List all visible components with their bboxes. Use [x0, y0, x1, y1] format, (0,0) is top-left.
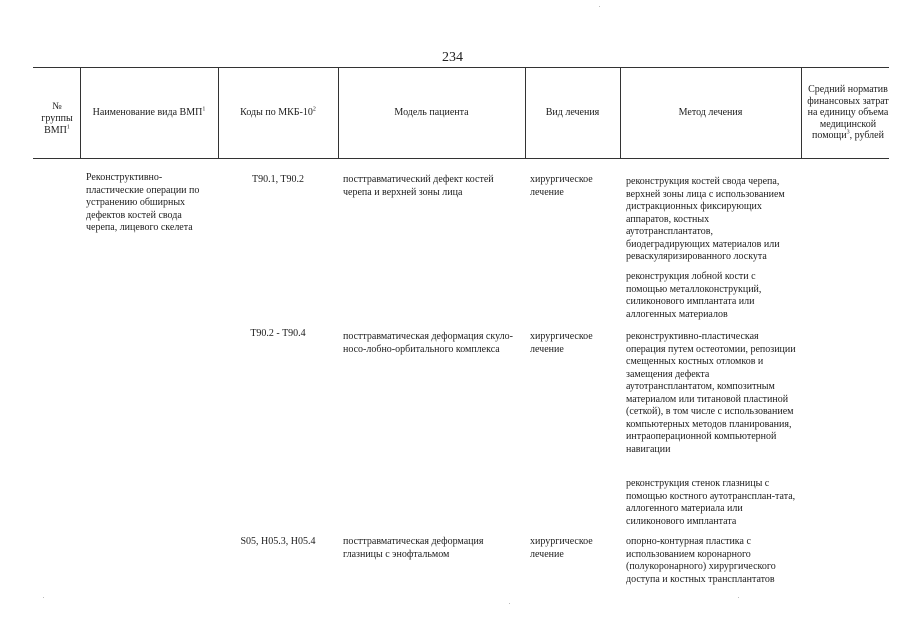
- column-divider: [525, 67, 526, 159]
- footnote-mark: 3: [846, 130, 850, 137]
- column-divider: [218, 67, 219, 159]
- scan-speck: [43, 597, 44, 598]
- header-icd-codes: [220, 68, 336, 158]
- row2-method-2: реконструкция стенок глазницы с помощью костного аутотрансплан-тата, аллогенного материала или силиконового имплантата: [626, 478, 796, 527]
- footnote-mark: 1: [202, 106, 206, 113]
- header-icd-codes-text: Коды по МКБ-10: [240, 107, 313, 118]
- vmp-name-cell: Реконструктивно-пластические операции по устранению обширных дефектов костей свода черепа, лицевого скелета: [86, 172, 200, 233]
- row2-patient-model: посттравматическая деформация скуло-носо-лобно-орбитального комплекса: [343, 331, 513, 355]
- header-cost-text: Средний норматив финансовых затрат на единицу объема медицинской помощи: [807, 84, 889, 142]
- row2-treatment-type: хирургическое лечение: [530, 331, 593, 355]
- header-vmp-name: [82, 68, 216, 158]
- row3-method-1: опорно-контурная пластика с использованием коронарного (полукоронарного) хирургического доступа и костных трансплантатов: [626, 536, 776, 585]
- scan-speck: [599, 6, 600, 7]
- header-vmp-name-text: Наименование вида ВМП: [92, 107, 203, 118]
- row3-patient-model: посттравматическая деформация глазницы с энофтальмом: [343, 536, 484, 560]
- scan-speck: [738, 597, 739, 598]
- header-cost-standard: [803, 68, 893, 158]
- column-divider: [620, 67, 621, 159]
- footnote-mark: 1: [66, 124, 70, 131]
- row1-treatment-type: хирургическое лечение: [530, 174, 593, 198]
- column-divider: [801, 67, 802, 159]
- header-patient-model: Модель пациента: [394, 107, 469, 118]
- header-bottom-border: [33, 158, 889, 159]
- row2-codes: T90.2 - T90.4: [250, 328, 306, 339]
- row3-treatment-type: хирургическое лечение: [530, 536, 593, 560]
- header-treatment-type: Вид лечения: [545, 107, 600, 118]
- row1-patient-model: посттравматический дефект костей черепа и верхней зоны лица: [343, 174, 494, 198]
- header-cost-unit: , рублей: [849, 130, 884, 142]
- row2-method-1: реконструктивно-пластическая операция путем остеотомии, репозиции смещенных костных отломков и замещения дефекта аутотрансплантатом, композитным материалом или титановой пластиной (сеткой), в том числе с использованием компьютерных методов планирования, интраоперационной компьютерной навигации: [626, 331, 796, 455]
- column-divider: [338, 67, 339, 159]
- row1-method-2: реконструкция лобной кости с помощью металлоконструкций, силиконового имплантата или аллогенных материалов: [626, 271, 762, 320]
- header-treatment-method: Метод лечения: [678, 107, 743, 118]
- footnote-mark: 2: [312, 106, 316, 113]
- scan-speck: [509, 603, 510, 604]
- header-group-no: [36, 68, 78, 164]
- page-number: 234: [442, 50, 463, 65]
- column-divider: [80, 67, 81, 159]
- header-group-no-text: № группы ВМП: [41, 101, 73, 136]
- row3-codes: S05, H05.3, H05.4: [240, 536, 316, 547]
- row1-method-1: реконструкция костей свода черепа, верхней зоны лица с использованием дистракционных фиксирующих аппаратов, костных аутотрансплантатов, биодеградирующих материалов или реваскуляризированного лоскута: [626, 176, 785, 262]
- row1-codes: T90.1, T90.2: [251, 174, 305, 185]
